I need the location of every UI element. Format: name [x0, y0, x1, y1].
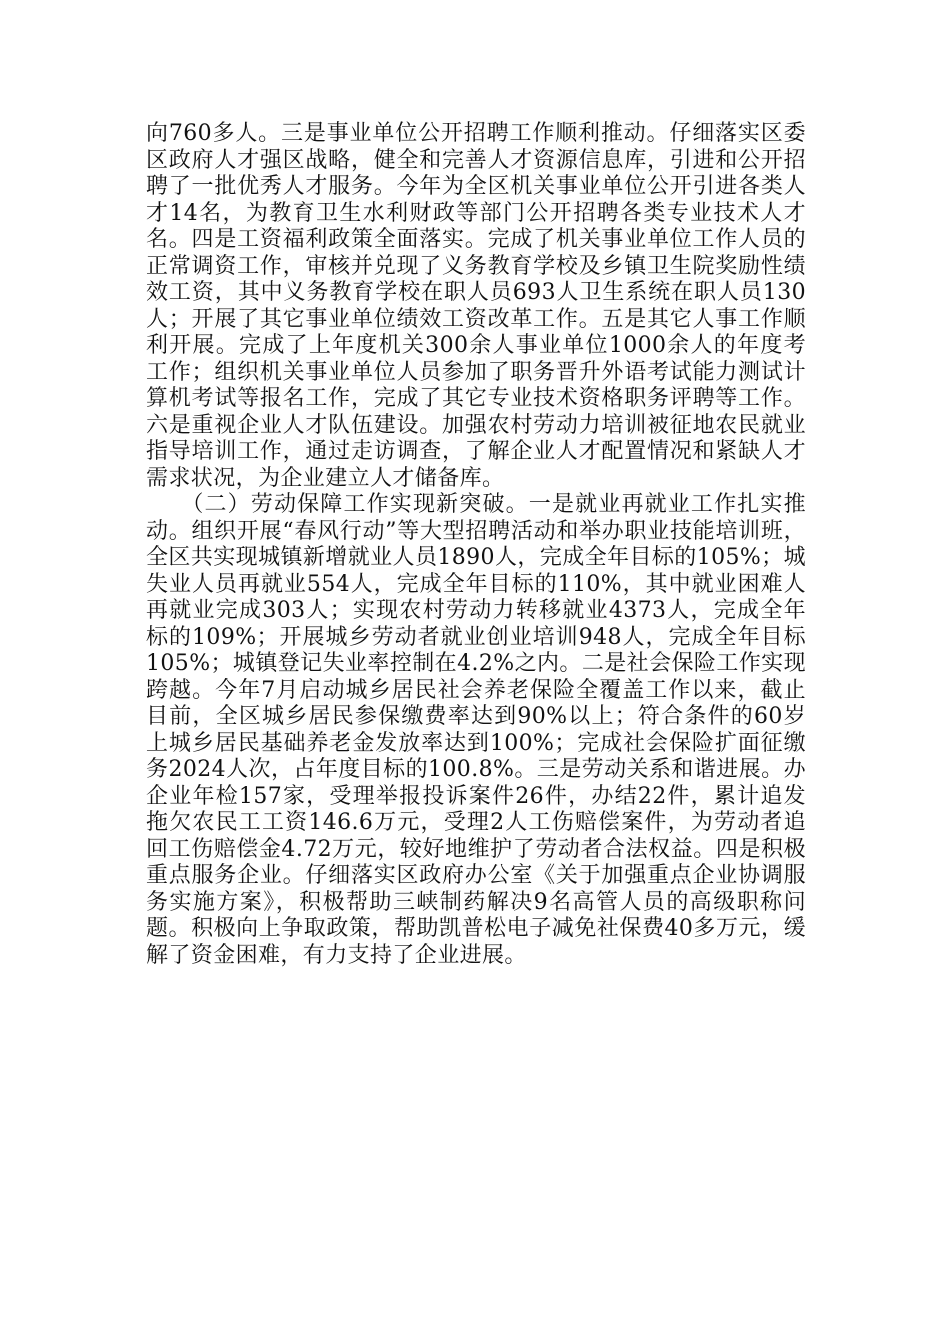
text-line: 需求状况，为企业建立人才储备库。 — [146, 465, 505, 491]
text-line: 务实施方案》，积极帮助三峡制药解决9名高管人员的高级职称问 — [146, 889, 806, 915]
text-line: 重点服务企业。仔细落实区政府办公室《关于加强重点企业协调服 — [146, 863, 806, 888]
text-line: 工作；组织机关事业单位人员参加了职务晋升外语考试能力测试计 — [146, 359, 806, 385]
text-line: 标的109%；开展城乡劳动者就业创业培训948人，完成全年目标 — [146, 624, 806, 650]
text-line: 利开展。完成了上年度机关300余人事业单位1000余人的年度考 — [146, 333, 806, 358]
text-line: 才14名，为教育卫生水利财政等部门公开招聘各类专业技术人才 — [146, 200, 806, 226]
body-text — [146, 121, 806, 969]
text-line: 人；开展了其它事业单位绩效工资改革工作。五是其它人事工作顺 — [146, 306, 806, 332]
text-line: 解了资金困难，有力支持了企业进展。 — [146, 942, 527, 968]
text-line: 名。四是工资福利政策全面落实。完成了机关事业单位工作人员的 — [146, 227, 806, 252]
text-line: 再就业完成303人；实现农村劳动力转移就业4373人，完成全年 — [146, 598, 806, 623]
text-line: 务2024人次，占年度目标的100.8%。三是劳动关系和谐进展。办 — [146, 757, 806, 782]
text-line: 指导培训工作，通过走访调查，了解企业人才配置情况和紧缺人才 — [146, 439, 806, 464]
text-line: 跨越。今年7月启动城乡居民社会养老保险全覆盖工作以来，截止 — [146, 677, 806, 703]
text-line: 失业人员再就业554人，完成全年目标的110%，其中就业困难人 — [146, 571, 806, 597]
text-line: 105%；城镇登记失业率控制在4.2%之内。二是社会保险工作实现 — [146, 651, 806, 676]
text-line: （二）劳动保障工作实现新突破。一是就业再就业工作扎实推 — [146, 492, 806, 517]
text-line: 全区共实现城镇新增就业人员1890人，完成全年目标的105%；城 — [146, 545, 806, 570]
text-line: 聘了一批优秀人才服务。今年为全区机关事业单位公开引进各类人 — [146, 174, 806, 199]
text-line: 动。组织开展“春风行动”等大型招聘活动和举办职业技能培训班， — [146, 518, 806, 544]
text-line: 上城乡居民基础养老金发放率达到100%；完成社会保险扩面征缴 — [146, 730, 806, 756]
text-line: 算机考试等报名工作，完成了其它专业技术资格职务评聘等工作。 — [146, 386, 806, 411]
text-line: 拖欠农民工工资146.6万元，受理2人工伤赔偿案件，为劳动者追 — [146, 810, 806, 835]
text-line: 企业年检157家，受理举报投诉案件26件，办结22件，累计追发 — [146, 783, 806, 809]
text-line: 区政府人才强区战略，健全和完善人才资源信息库，引进和公开招 — [146, 147, 806, 173]
text-line: 目前，全区城乡居民参保缴费率达到90%以上；符合条件的60岁 — [146, 704, 806, 729]
text-line: 向760多人。三是事业单位公开招聘工作顺利推动。仔细落实区委 — [146, 121, 806, 146]
text-line: 题。积极向上争取政策，帮助凯普松电子减免社保费40多万元，缓 — [146, 916, 806, 941]
text-line: 正常调资工作，审核并兑现了义务教育学校及乡镇卫生院奖励性绩 — [146, 253, 806, 279]
text-line: 六是重视企业人才队伍建设。加强农村劳动力培训被征地农民就业 — [146, 412, 806, 438]
text-line: 效工资，其中义务教育学校在职人员693人卫生系统在职人员130 — [146, 280, 806, 305]
text-line: 回工伤赔偿金4.72万元，较好地维护了劳动者合法权益。四是积极 — [146, 836, 806, 862]
